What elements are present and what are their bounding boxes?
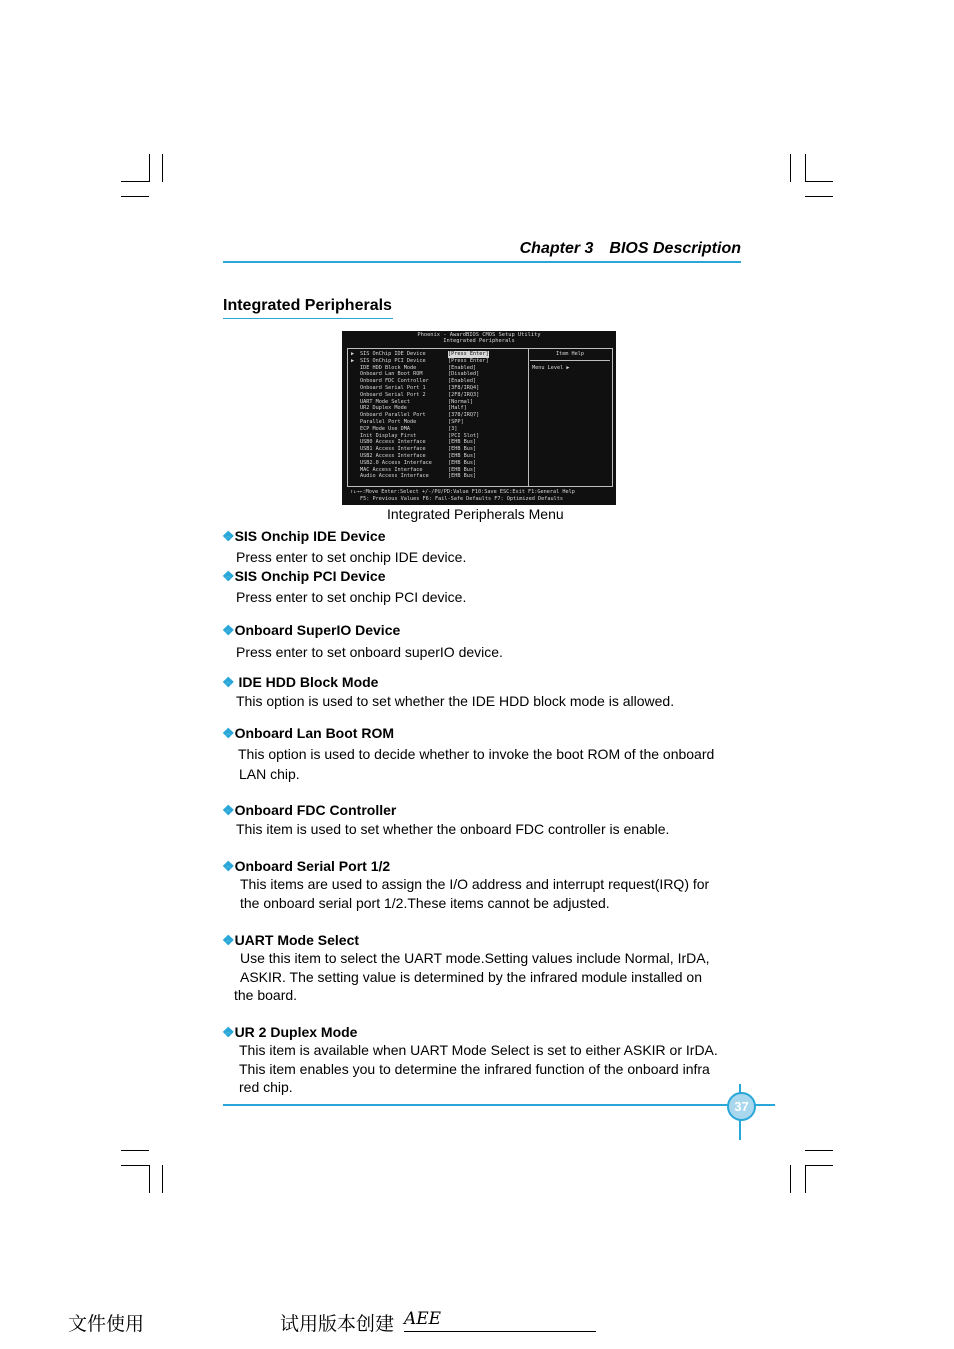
- watermark-mark: AEE: [404, 1309, 442, 1329]
- crop-mark: [805, 196, 833, 197]
- bios-item-label: Onboard Serial Port 1: [360, 384, 426, 391]
- entry-text: This item is available when UART Mode Select is set to either ASKIR or IrDA.: [239, 1042, 718, 1058]
- entry-text: Press enter to set onboard superIO device.: [236, 644, 503, 660]
- bios-menu-row: [351, 473, 529, 480]
- entry-title: [222, 1024, 357, 1041]
- bios-footer-line1: ↑↓→←:Move Enter:Select +/-/PU/PD:Value F10:Save ESC:Exit F1:General Help: [350, 489, 575, 495]
- bios-item-label: ECP Mode Use DMA: [360, 425, 410, 432]
- diamond-bullet-icon: ❖: [222, 858, 235, 874]
- crop-mark: [121, 196, 149, 197]
- bios-item-value: [EHB Bus]: [448, 439, 477, 446]
- bios-item-label: Parallel Port Mode: [360, 418, 417, 425]
- diamond-bullet-icon: ❖: [222, 725, 235, 741]
- header-rule: [223, 261, 741, 263]
- crop-mark: [790, 1165, 791, 1193]
- bios-item-value: [EHB Bus]: [448, 459, 477, 466]
- bios-menu-row: [351, 460, 529, 467]
- bios-help-body: Menu Level ▶: [532, 365, 570, 371]
- bios-menu-row: [351, 378, 529, 385]
- bios-help-separator: [530, 360, 610, 361]
- entry-text: ASKIR. The setting value is determined by the infrared module installed on: [240, 969, 702, 985]
- bios-item-label: SIS OnChip PCI Device: [360, 357, 426, 364]
- crop-mark: [162, 154, 163, 182]
- entry-text: the onboard serial port 1/2.These items cannot be adjusted.: [240, 895, 610, 911]
- submenu-arrow-icon: ▶: [351, 351, 355, 357]
- bios-item-label: USB1 Access Interface: [360, 446, 426, 453]
- bios-item-list: [351, 351, 529, 480]
- bios-title-line2: Integrated Peripherals: [443, 338, 515, 344]
- bios-item-label: USB2 Access Interface: [360, 452, 426, 459]
- entry-title: [222, 802, 396, 819]
- entry-text: This items are used to assign the I/O address and interrupt request(IRQ) for: [240, 876, 710, 892]
- bios-menu-row: [351, 351, 529, 358]
- entry-title-text: SIS Onchip IDE Device: [234, 528, 386, 544]
- entry-text: Use this item to select the UART mode.Setting values include Normal, IrDA,: [240, 950, 710, 966]
- bios-menu-row: [351, 453, 529, 460]
- entry-text: Press enter to set onchip IDE device.: [236, 549, 467, 565]
- chapter-label: Chapter 3: [519, 240, 594, 257]
- chapter-title: BIOS Description: [609, 240, 741, 257]
- bios-menu-row: [351, 467, 529, 474]
- watermark-left: 文件使用: [68, 1313, 145, 1335]
- entry-title-text: UR 2 Duplex Mode: [234, 1024, 358, 1040]
- bios-item-value: [Enabled]: [448, 378, 477, 385]
- crop-mark: [149, 1165, 150, 1193]
- entry-text: Press enter to set onchip PCI device.: [236, 589, 467, 605]
- entry-title: [222, 674, 378, 691]
- section-title-underline: [223, 318, 393, 319]
- bios-item-value: [EHB Bus]: [448, 446, 477, 453]
- entry-text: the board.: [234, 987, 298, 1003]
- entry-title: [222, 568, 386, 585]
- bios-item-value: [EHB Bus]: [448, 473, 477, 480]
- bios-item-label: Init Display First: [360, 432, 417, 439]
- diamond-bullet-icon: ❖: [222, 528, 235, 544]
- entry-title: [222, 725, 394, 742]
- section-title: Integrated Peripherals: [223, 297, 392, 314]
- entry-title: [222, 932, 359, 949]
- bios-menu-row: [351, 419, 529, 426]
- bios-menu-row: [351, 433, 529, 440]
- entry-text: red chip.: [239, 1079, 293, 1095]
- bios-item-label: Audio Access Interface: [360, 473, 429, 480]
- bios-item-label: Onboard FDC Controller: [360, 378, 429, 385]
- entry-title-text: Onboard FDC Controller: [234, 802, 397, 818]
- bios-item-value: [EHB Bus]: [448, 466, 477, 473]
- submenu-arrow-icon: ▶: [351, 357, 355, 364]
- figure-caption: Integrated Peripherals Menu: [387, 506, 564, 522]
- running-header: [504, 240, 741, 258]
- bios-item-value: [378/IRQ7]: [448, 412, 480, 419]
- crop-mark: [805, 154, 806, 182]
- bios-menu-row: [351, 358, 529, 365]
- entry-title: [222, 858, 390, 875]
- bios-item-value: [Half]: [448, 405, 467, 412]
- bios-title: [342, 332, 616, 344]
- entry-title-text: SIS Onchip PCI Device: [234, 568, 386, 584]
- bios-menu-row: [351, 405, 529, 412]
- crop-mark: [121, 1150, 149, 1151]
- crop-mark: [162, 1165, 163, 1193]
- bios-item-label: SIS OnChip IDE Device: [360, 351, 426, 357]
- bios-item-value: [Press Enter]: [448, 357, 489, 364]
- bios-item-value: [3F8/IRQ4]: [448, 384, 480, 391]
- bios-item-label: IDE HDD Block Mode: [360, 364, 417, 371]
- watermark-right: 试用版本创建: [280, 1313, 395, 1335]
- bios-item-label: USB0 Access Interface: [360, 439, 426, 446]
- crop-mark: [121, 181, 149, 182]
- bios-menu-row: [351, 412, 529, 419]
- crop-mark: [121, 1165, 149, 1166]
- crop-mark: [805, 1165, 833, 1166]
- entry-title: [222, 528, 386, 545]
- bios-item-label: UART Mode Select: [360, 398, 410, 405]
- crop-mark: [790, 154, 791, 182]
- bios-menu-row: [351, 399, 529, 406]
- bios-item-value: [EHB Bus]: [448, 452, 477, 459]
- bios-item-label: USB2.0 Access Interface: [360, 459, 432, 466]
- entry-text: This option is used to decide whether to invoke the boot ROM of the onboard: [238, 746, 715, 762]
- entry-title-text: Onboard Lan Boot ROM: [234, 725, 394, 741]
- bios-item-label: Onboard Lan Boot ROM: [360, 371, 423, 378]
- bios-item-value: [Press Enter]: [448, 351, 489, 357]
- bios-footer-line2: F5: Previous Values F6: Fail-Safe Defaults F7: Optimized Defaults: [360, 496, 564, 502]
- bios-menu-row: [351, 439, 529, 446]
- entry-title-text: Onboard SuperIO Device: [234, 622, 401, 638]
- page-number: 37: [727, 1092, 756, 1121]
- crop-mark: [805, 1165, 806, 1193]
- bios-item-label: MAC Access Interface: [360, 466, 423, 473]
- entry-text: This item is used to set whether the onboard FDC controller is enable.: [236, 821, 670, 837]
- entry-text: LAN chip.: [239, 766, 300, 782]
- entry-text: This item enables you to determine the infrared function of the onboard infra: [239, 1061, 710, 1077]
- diamond-bullet-icon: ❖: [222, 932, 235, 948]
- bios-menu-row: [351, 392, 529, 399]
- diamond-bullet-icon: ❖: [222, 622, 235, 638]
- bios-help-title: Item Help: [555, 351, 585, 357]
- bios-item-value: [3]: [448, 425, 458, 432]
- bios-item-value: [2F8/IRQ3]: [448, 391, 480, 398]
- bios-item-value: [Enabled]: [448, 364, 477, 371]
- bios-menu-row: [351, 446, 529, 453]
- crop-mark: [149, 154, 150, 182]
- entry-title-text: Onboard Serial Port 1/2: [234, 858, 391, 874]
- bios-screenshot: [342, 331, 616, 505]
- bios-menu-row: [351, 365, 529, 372]
- bios-item-value: [Disabled]: [448, 371, 480, 378]
- footer-rule: [223, 1104, 775, 1106]
- bios-item-value: [Normal]: [448, 398, 473, 405]
- bios-menu-row: [351, 426, 529, 433]
- bios-menu-row: [351, 385, 529, 392]
- bios-item-label: UR2 Duplex Mode: [360, 405, 407, 412]
- entry-title: [222, 622, 400, 639]
- entry-title-text: IDE HDD Block Mode: [234, 674, 379, 690]
- bios-item-value: [PCI Slot]: [448, 432, 480, 439]
- bios-item-value: [SPP]: [448, 418, 464, 425]
- bios-item-label: Onboard Serial Port 2: [360, 391, 426, 398]
- bios-item-label: Onboard Parallel Port: [360, 412, 426, 419]
- diamond-bullet-icon: ❖: [222, 1024, 235, 1040]
- diamond-bullet-icon: ❖: [222, 802, 235, 818]
- entry-text: This option is used to set whether the IDE HDD block mode is allowed.: [236, 693, 675, 709]
- diamond-bullet-icon: ❖: [222, 674, 235, 690]
- bios-menu-row: [351, 371, 529, 378]
- entry-title-text: UART Mode Select: [234, 932, 360, 948]
- crop-mark: [805, 181, 833, 182]
- diamond-bullet-icon: ❖: [222, 568, 235, 584]
- bios-title-line1: Phoenix - AwardBIOS CMOS Setup Utility: [417, 332, 541, 338]
- watermark-underline: [404, 1331, 596, 1332]
- crop-mark: [805, 1150, 833, 1151]
